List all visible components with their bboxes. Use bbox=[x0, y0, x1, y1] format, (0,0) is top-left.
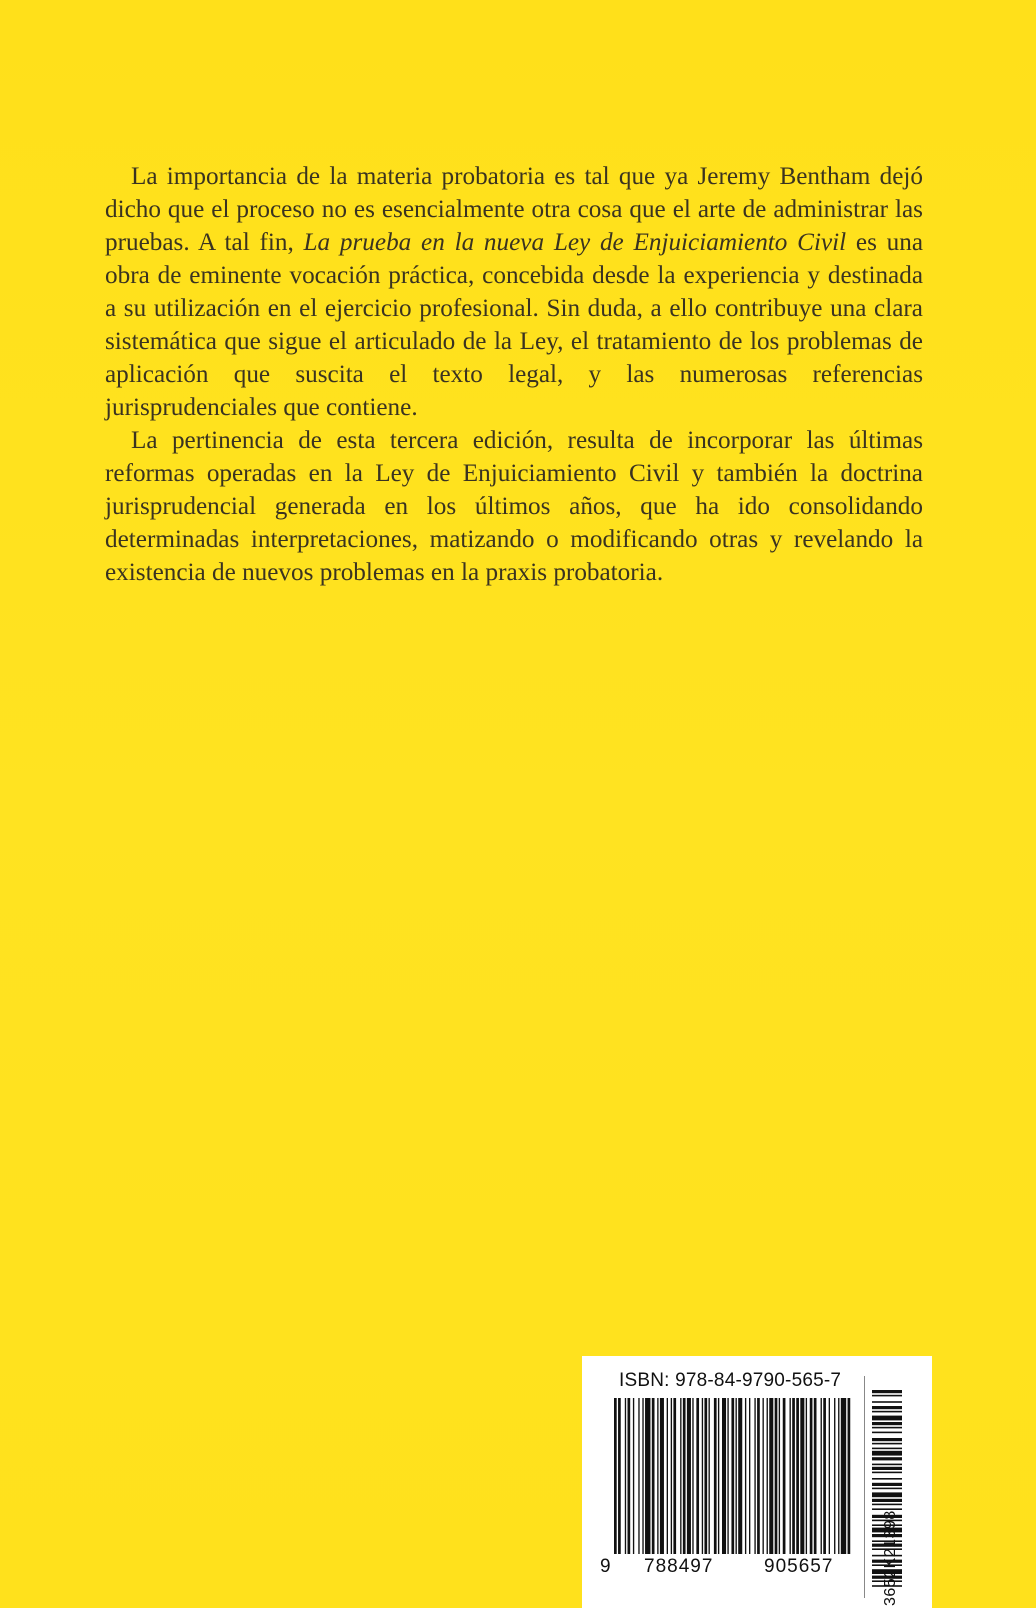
barcode-bar bbox=[749, 1398, 750, 1554]
side-barcode-bar bbox=[872, 1443, 902, 1445]
side-barcode-bar bbox=[872, 1488, 902, 1490]
barcode-digit-first: 9 bbox=[600, 1556, 611, 1577]
side-barcode-bar bbox=[872, 1427, 902, 1429]
barcode-bar bbox=[841, 1398, 846, 1554]
barcode-bar bbox=[683, 1398, 686, 1554]
barcode-bar bbox=[775, 1398, 778, 1554]
barcode-bar bbox=[754, 1398, 755, 1554]
barcode-bar bbox=[709, 1398, 710, 1554]
barcode-bar bbox=[633, 1398, 634, 1554]
barcode-bar bbox=[814, 1398, 817, 1554]
side-barcode-bar bbox=[872, 1416, 902, 1421]
side-barcode-bar bbox=[872, 1411, 902, 1413]
barcode-bar bbox=[704, 1398, 707, 1554]
back-cover-blurb bbox=[105, 160, 923, 589]
barcode-digits-left: 788497 bbox=[644, 1556, 714, 1577]
barcode-divider bbox=[864, 1376, 865, 1598]
side-barcode-bar bbox=[872, 1406, 902, 1409]
side-barcode-bar bbox=[872, 1432, 902, 1434]
book-title-italic: La prueba en la nueva Ley de Enjuiciamiento Civil bbox=[303, 229, 847, 256]
side-barcode-bar bbox=[872, 1451, 902, 1456]
barcode-bar bbox=[821, 1398, 822, 1554]
barcode-bar bbox=[692, 1398, 693, 1554]
ean-barcode bbox=[612, 1398, 852, 1554]
side-barcode-bar bbox=[872, 1478, 902, 1480]
barcode-bar bbox=[714, 1398, 717, 1554]
barcode-bar bbox=[757, 1398, 760, 1554]
barcode-bar bbox=[671, 1398, 672, 1554]
barcode-bar bbox=[628, 1398, 631, 1554]
barcode-bar bbox=[722, 1398, 726, 1554]
barcode-bar bbox=[790, 1398, 791, 1554]
barcode-bar bbox=[642, 1398, 643, 1554]
barcode-bar bbox=[673, 1398, 676, 1554]
barcode-bar bbox=[618, 1398, 621, 1554]
side-barcode-bar bbox=[872, 1390, 902, 1393]
barcode-bar bbox=[783, 1398, 786, 1554]
barcode-bar bbox=[638, 1398, 639, 1554]
barcode-bar bbox=[731, 1398, 734, 1554]
barcode-bar bbox=[660, 1398, 664, 1554]
barcode-label bbox=[582, 1356, 932, 1608]
barcode-bar bbox=[727, 1398, 728, 1554]
barcode-bar bbox=[645, 1398, 650, 1554]
blurb-paragraph-2: La pertinencia de esta tercera edición, resulta de incorporar las últimas reformas operadas en la Ley de Enjuiciamiento Civil y también la doctrina jurisprudencial generada en los últimos años, que ha ido consolidando determinadas interpretaciones, matizando o modificando otras y revelando la existencia de nuevos problemas en la praxis probatoria. bbox=[105, 427, 923, 586]
side-barcode-bar bbox=[872, 1472, 902, 1474]
side-barcode-bar bbox=[872, 1464, 902, 1466]
side-barcode-bar bbox=[872, 1395, 902, 1397]
barcode-bar bbox=[614, 1398, 617, 1554]
barcode-bar bbox=[848, 1398, 851, 1554]
barcode-bar bbox=[736, 1398, 737, 1554]
barcode-bar bbox=[652, 1398, 655, 1554]
barcode-bar bbox=[792, 1398, 795, 1554]
barcode-bar bbox=[810, 1398, 813, 1554]
blurb-p1-text-b: es una obra de eminente vocación práctica, concebida desde la experiencia y destinada a su utilización en el ejercicio profesional. Sin duda, a ello contribuye una clara sistemática que sigue el articulado de la Ley, el tratamiento de los problemas de aplicación que suscita el texto legal, y las numerosas referencias jurisprudenciales que contiene. bbox=[105, 229, 923, 421]
side-barcode-bar bbox=[872, 1448, 902, 1450]
barcode-bar bbox=[806, 1398, 807, 1554]
side-code-text: 3652K21398 bbox=[882, 1510, 899, 1606]
barcode-bar bbox=[834, 1398, 835, 1554]
side-barcode-bar bbox=[872, 1401, 902, 1403]
barcode-bar bbox=[738, 1398, 742, 1554]
blurb-p1-text-a: La importancia de la materia probatoria es tal que ya Jeremy Bentham dejó dicho que el proceso no es esencialmente otra cosa que el arte de administrar las pruebas. A tal fin, bbox=[105, 163, 923, 256]
barcode-bar bbox=[667, 1398, 668, 1554]
barcode-bar bbox=[823, 1398, 826, 1554]
side-barcode-bar bbox=[872, 1457, 902, 1460]
barcode-bar bbox=[702, 1398, 703, 1554]
barcode-bar bbox=[745, 1398, 746, 1554]
blurb-paragraph-1 bbox=[105, 160, 923, 424]
barcode-bar bbox=[680, 1398, 681, 1554]
barcode-bar bbox=[625, 1398, 626, 1554]
barcode-bar bbox=[687, 1398, 691, 1554]
barcode-bar bbox=[763, 1398, 764, 1554]
barcode-bar bbox=[838, 1398, 839, 1554]
side-barcode-bar bbox=[872, 1492, 902, 1497]
barcode-digits-right: 905657 bbox=[764, 1556, 834, 1577]
barcode-bar bbox=[779, 1398, 780, 1554]
barcode-bar bbox=[696, 1398, 699, 1554]
side-barcode-bar bbox=[872, 1467, 902, 1470]
barcode-bar bbox=[657, 1398, 658, 1554]
barcode-bar bbox=[769, 1398, 773, 1554]
barcode-bar bbox=[796, 1398, 799, 1554]
side-barcode-bar bbox=[872, 1504, 902, 1506]
barcode-bar bbox=[718, 1398, 719, 1554]
isbn-text: ISBN: 978-84-9790-565-7 bbox=[619, 1370, 842, 1391]
side-barcode-bar bbox=[872, 1422, 902, 1425]
side-barcode-bar bbox=[872, 1499, 902, 1502]
barcode-bar bbox=[767, 1398, 768, 1554]
barcode-bar bbox=[800, 1398, 804, 1554]
barcode-bar bbox=[829, 1398, 830, 1554]
side-barcode-bar bbox=[872, 1483, 902, 1486]
side-barcode-bar bbox=[872, 1438, 902, 1441]
